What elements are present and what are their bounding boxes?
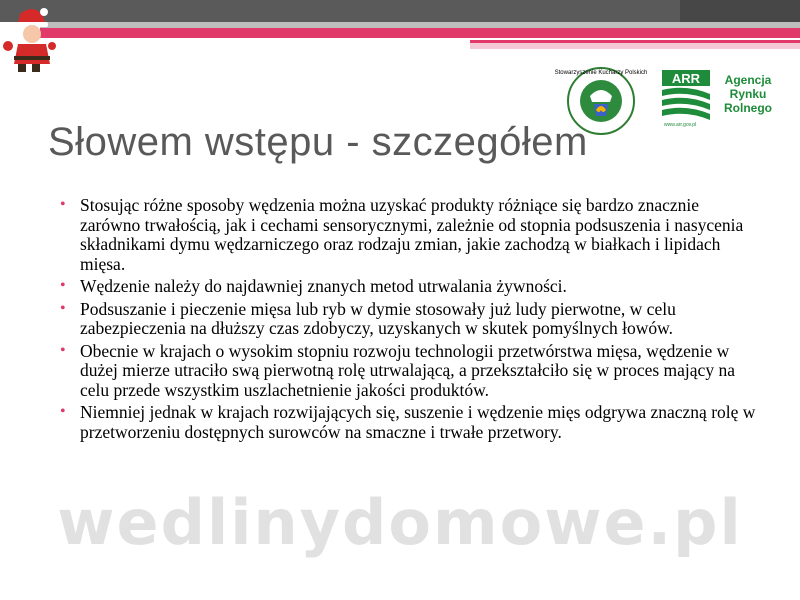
arr-logo [662, 70, 784, 128]
bullet-list [62, 196, 762, 445]
bullet-text: Stosując różne sposoby wędzenia można uzyskać produkty różniące się bardzo znacznie zarówno trwałością, jak i cechami sensorycznymi, zależnie od stopnia podsuszenia i nasycenia składnikami dymu wędzarniczego oraz rodzaju zmian, jakie zachodzą w białkach i lipidach mięsa. [80, 195, 744, 274]
bullet-dot-icon: • [60, 299, 66, 317]
santa-clause-icon [2, 4, 54, 74]
slide-title: Słowem wstępu - szczegółem [48, 120, 588, 164]
arr-url: www.arr.gov.pl [664, 122, 697, 128]
arr-name-line1: Agencja [724, 73, 772, 87]
spk-seal-text: Stowarzyszenie Kucharzy Polskich [554, 70, 648, 76]
arr-name-line2: Rynku [729, 87, 767, 101]
bullet-item [62, 403, 762, 442]
header-bar-dark-right [680, 0, 800, 22]
bullet-text: Podsuszanie i pieczenie mięsa lub ryb w dymie stosowały już ludy pierwotne, w celu zabezpieczenia na dłuższy czas zdobyczy, uzyskanych w skutek pomyślnych łowów. [80, 298, 676, 338]
bullet-dot-icon: • [60, 403, 66, 420]
header-bar-pink-thin [470, 40, 800, 43]
bullet-dot-icon: • [60, 196, 66, 213]
arr-name-line3: Rolnego [724, 101, 772, 115]
watermark-text: wedlinydomowe.pl [57, 486, 743, 559]
bullet-item [62, 342, 762, 401]
bullet-dot-icon: • [60, 277, 66, 294]
bullet-item [62, 196, 762, 274]
bullet-item [62, 300, 762, 339]
bullet-text: Niemniej jednak w krajach rozwijających się, suszenie i wędzenie mięs odgrywa znaczną rolę w przetworzeniu dostępnych surowców na smaczne i trwałe przetwory. [80, 402, 756, 442]
bullet-dot-icon: • [60, 341, 66, 359]
bullet-item [62, 277, 762, 297]
header-bar-pink [40, 28, 800, 38]
bullet-text: Obecnie w krajach o wysokim stopniu rozwoju technologii przetwórstwa mięsa, wędzenie w dużej mierze utraciło swą pierwotną rolę utrwalającą, a przekształciło się w proces mający na celu przede wszystkim uszlachetnienie jakości produktów. [80, 340, 735, 400]
header-bar-pink-light [470, 43, 800, 49]
arr-abbr: ARR [671, 71, 701, 86]
bullet-text: Wędzenie należy do najdawniej znanych metod utrwalania żywności. [80, 276, 567, 296]
